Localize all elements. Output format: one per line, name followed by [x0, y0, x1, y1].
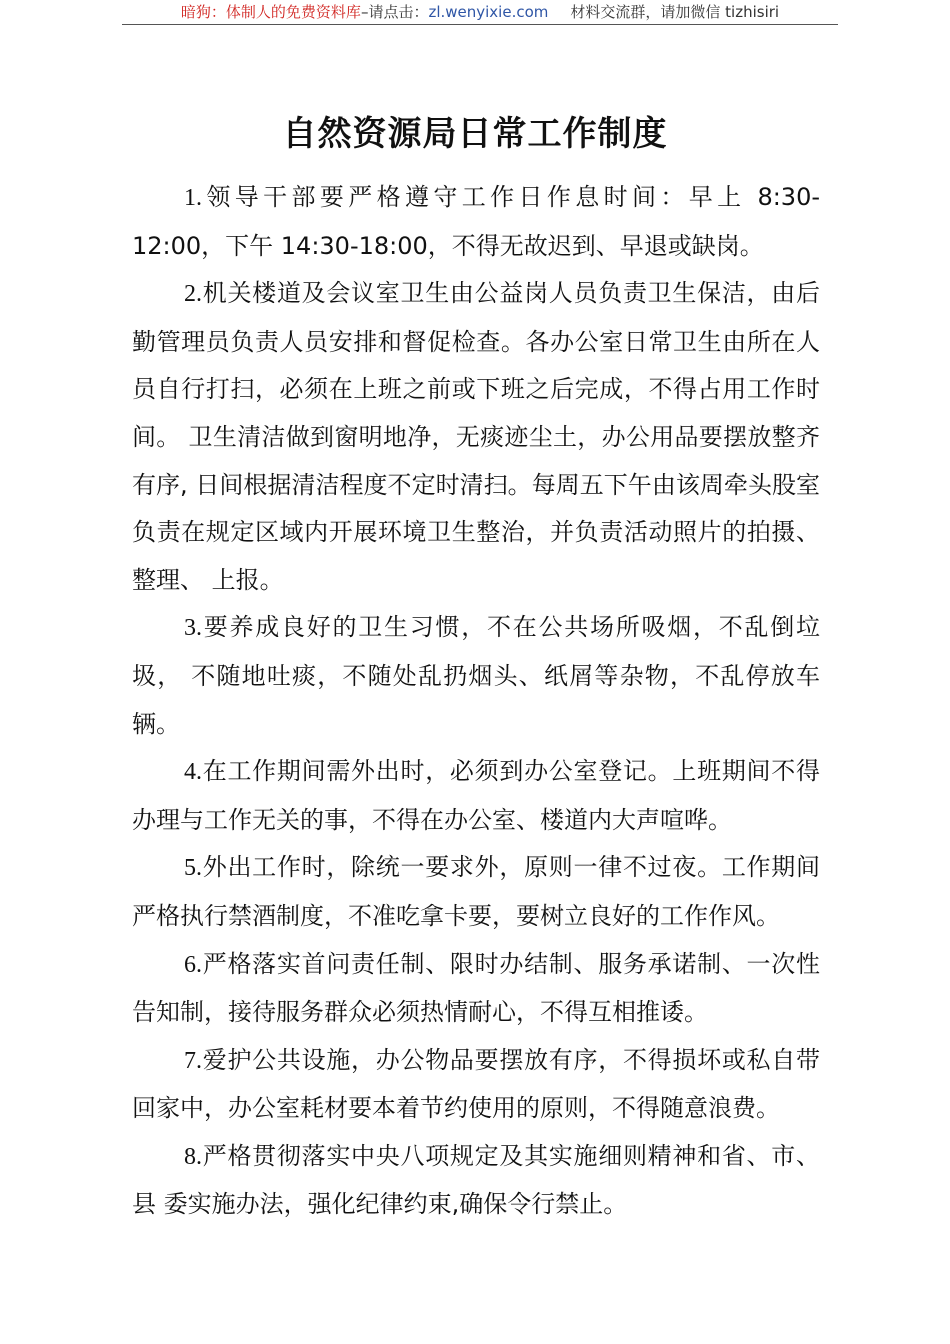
paragraph-item-8 — [132, 1133, 820, 1229]
item-number: 2. — [184, 281, 202, 308]
item-text: 外出工作时，除统一要求外，原则一律不过夜。工作期间严格执行禁酒制度，不准吃拿卡要，要树立良好的工作作风。 — [132, 853, 820, 930]
item-text: 爱护公共设施，办公物品要摆放有序，不得损坏或私自带回家中，办公室耗材要本着节约使用的原则，不得随意浪费。 — [132, 1045, 820, 1123]
item-text: 严格落实首问责任制、限时办结制、服务承诺制、一次性告知制，接待服务群众必须热情耐心，不得互相推诿。 — [132, 949, 820, 1027]
document-title: 自然资源局日常工作制度 — [282, 114, 668, 154]
item-text: 机关楼道及会议室卫生由公益岗人员负责卫生保洁，由后勤管理员负责人员安排和督促检查。各办公室日常卫生由所在人员自行打扫，必须在上班之前或下班之后完成，不得占用工作时间。 卫生清洁做到窗明地净，无痰迹尘土，办公用品要摆放整齐有序, 日间根据清洁程度不定时清扫。每周五下午由该周牵头股室负责在规定区域内开展环境卫生整治，并负责活动照片的拍摄、整理、 上报。 — [132, 279, 820, 594]
paragraph-item-7 — [132, 1037, 820, 1133]
paragraph-item-3 — [132, 604, 820, 748]
item-text: 严格贯彻落实中央八项规定及其实施细则精神和省、市、县 委实施办法，强化纪律约束,确保令行禁止。 — [132, 1141, 820, 1219]
page-header — [122, 0, 838, 25]
item-number: 6. — [184, 951, 202, 978]
paragraph-item-6 — [132, 941, 820, 1037]
paragraph-item-1 — [132, 174, 820, 270]
item-number: 5. — [184, 855, 202, 882]
item-text: 要养成良好的卫生习惯，不在公共场所吸烟，不乱倒垃圾， 不随地吐痰，不随处乱扔烟头、纸屑等杂物，不乱停放车辆。 — [132, 613, 820, 738]
item-number: 4. — [184, 759, 202, 786]
item-text: 在工作期间需外出时，必须到办公室登记。上班期间不得办理与工作无关的事，不得在办公室、楼道内大声喧哗。 — [132, 757, 820, 834]
item-number: 7. — [184, 1047, 202, 1074]
item-number: 3. — [184, 615, 202, 642]
document-body — [132, 174, 820, 1229]
header-site-name: 暗狗：体制人的免费资料库 — [180, 3, 361, 21]
paragraph-item-2 — [132, 270, 820, 604]
item-number: 8. — [184, 1143, 202, 1170]
item-number: 1. — [184, 185, 202, 211]
paragraph-item-4 — [132, 748, 820, 844]
header-click-prompt: –请点击： — [360, 3, 429, 21]
item-text: 领导干部要严格遵守工作日作息时间：早上 8:30-12:00，下午 14:30-18:00，不得无故迟到、早退或缺岗。 — [132, 183, 820, 260]
paragraph-item-5 — [132, 844, 820, 940]
header-link[interactable]: zl.wenyixie.com — [428, 3, 549, 21]
header-contact: 材料交流群，请加微信 tizhisiri — [570, 3, 780, 21]
